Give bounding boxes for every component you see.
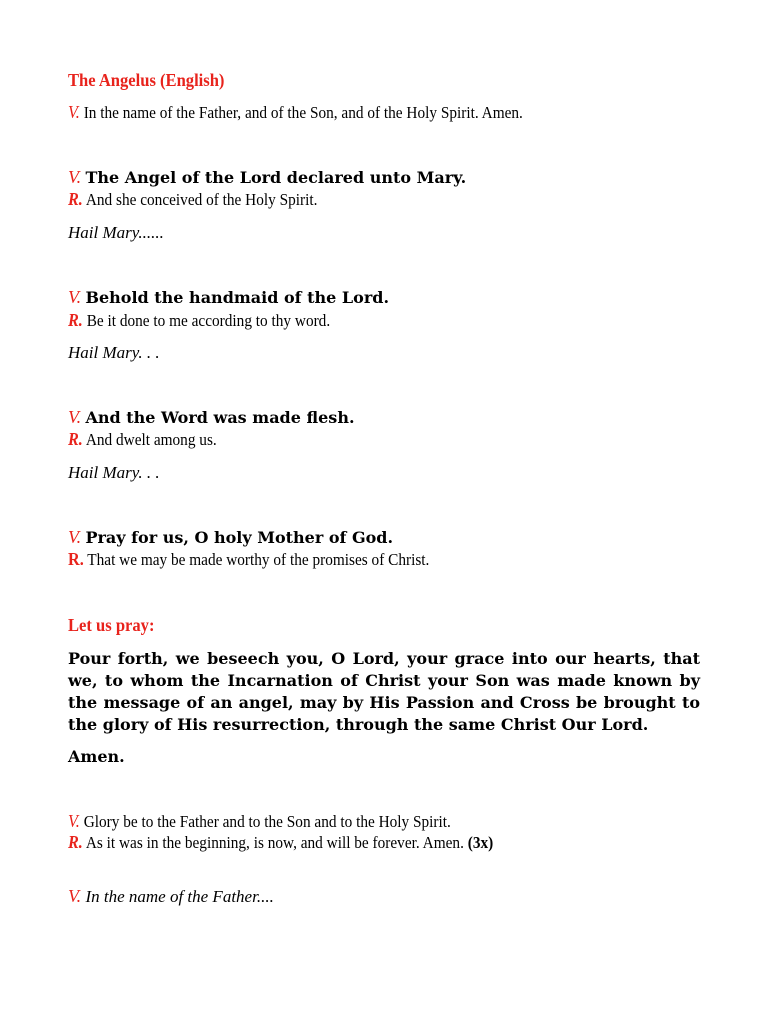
hail-mary-line [68,222,164,244]
page-title [68,69,238,91]
closing-line [68,885,274,908]
versicle-marker: V. [68,167,82,187]
hail-mary-line [68,462,160,484]
response-text: Be it done to me according to thy word. [86,311,331,330]
hail-mary-text: Hail Mary. . . [68,463,160,482]
versicle-line [68,166,466,189]
hail-mary-text: Hail Mary. . . [68,343,160,362]
versicle-marker: V. [68,102,80,122]
response-line [68,548,470,571]
response-line [68,309,359,332]
response-line [68,428,233,451]
repeat-count: (3x) [467,833,494,852]
glory-be-text: Glory be to the Father and to the Son and to the Holy Spirit. [83,812,451,831]
glory-be-versicle [68,810,493,833]
response-marker: R. [68,429,83,449]
hail-mary-text: Hail Mary...... [68,223,164,242]
versicle-marker: V. [68,287,82,307]
versicle-text: Pray for us, O holy Mother of God. [85,528,394,547]
prayer-amen: Amen. [68,747,125,766]
versicle-text: The Angel of the Lord declared unto Mary. [85,168,467,187]
versicle-text: Behold the handmaid of the Lord. [85,288,390,307]
versicle-marker: V. [68,886,82,906]
glory-be-response-text: As it was in the beginning, is now, and will be forever. Amen. [85,833,464,852]
glory-be-response [68,831,540,854]
versicle-marker: V. [68,407,82,427]
response-text: And she conceived of the Holy Spirit. [85,190,318,209]
response-text: And dwelt among us. [85,430,217,449]
response-marker: R. [68,310,83,330]
response-text: That we may be made worthy of the promises of Christ. [87,550,430,569]
response-marker: R. [68,549,84,569]
versicle-line [68,526,393,549]
prayer-heading [68,614,162,636]
title-text: The Angelus (English) [68,70,225,90]
closing-text: In the name of the Father.... [85,887,274,906]
prayer-heading-text: Let us pray: [68,615,155,635]
response-line [68,188,345,211]
versicle-text: And the Word was made flesh. [85,408,355,427]
prayer-body: Pour forth, we beseech you, O Lord, your grace into our hearts, that we, to whom the Incarnation of Christ your Son was made known by the message of an angel, may by His Passion and Cross be brought to the glory of His resurrection, through the same Christ Our Lord. [68,649,700,734]
hail-mary-line [68,342,160,364]
response-marker: R. [68,832,83,852]
versicle-marker: V. [68,811,80,831]
versicle-line [68,406,355,429]
opening-text: In the name of the Father, and of the Son, and of the Holy Spirit. Amen. [83,103,523,122]
versicle-marker: V. [68,527,82,547]
opening-line [68,101,573,124]
response-marker: R. [68,189,83,209]
versicle-line [68,286,389,309]
